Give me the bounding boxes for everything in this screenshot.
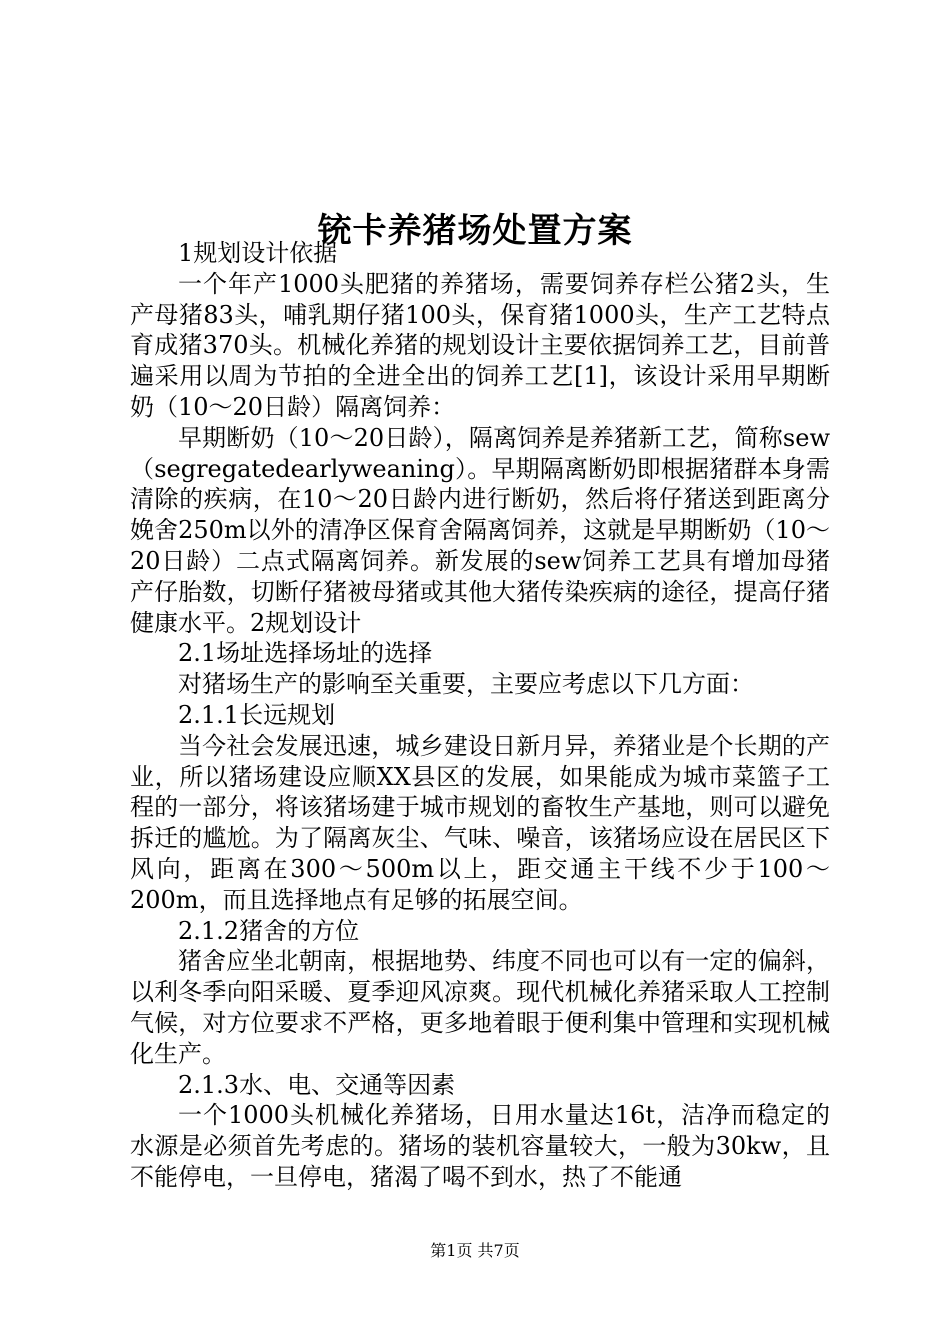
- section-heading-2-1: 2.1场址选择场址的选择: [178, 639, 433, 668]
- body-paragraph: 猪舍应坐北朝南，根据地势、纬度不同也可以有一定的偏斜，以利冬季向阳采暖、夏季迎风凉爽。现代机械化养猪采取人工控制气候，对方位要求不严格，更多地着眼于便利集中管理和实现机械化生产。: [130, 947, 830, 1068]
- section-heading-1: 1规划设计依据: [178, 239, 338, 267]
- section-heading-2-1-1: 2.1.1长远规划: [178, 700, 336, 729]
- body-paragraph: 对猪场生产的影响至关重要，主要应考虑以下几方面：: [178, 670, 754, 699]
- section-heading-2-1-3: 2.1.3水、电、交通等因素: [178, 1070, 456, 1099]
- body-paragraph: 当今社会发展迅速，城乡建设日新月异，养猪业是个长期的产业，所以猪场建设应顺XX县区的发展，如果能成为城市菜篮子工程的一部分，将该猪场建于城市规划的畜牧生产基地，则可以避免拆迁的尴尬。为了隔离灰尘、气味、噪音，该猪场应设在居民区下风向，距离在300～500m以上，距交通主干线不少于100～200m，而且选择地点有足够的拓展空间。: [130, 731, 830, 914]
- body-paragraph: 一个1000头机械化养猪场，日用水量达16t，洁净而稳定的水源是必须首先考虑的。猪场的装机容量较大，一般为30kw，且不能停电，一旦停电，猪渴了喝不到水，热了不能通: [130, 1101, 830, 1191]
- section-heading-2-1-2: 2.1.2猪舍的方位: [178, 916, 360, 945]
- body-paragraph: 一个年产1000头肥猪的养猪场，需要饲养存栏公猪2头，生产母猪83头，哺乳期仔猪100头，保育猪1000头，生产工艺特点育成猪370头。机械化养猪的规划设计主要依据饲养工艺，目前普遍采用以周为节拍的全进全出的饲养工艺[1]，该设计采用早期断奶（10～20日龄）隔离饲养：: [130, 269, 830, 421]
- body-paragraph: 早期断奶（10～20日龄），隔离饲养是养猪新工艺，简称sew（segregatedearlyweaning）。早期隔离断奶即根据猪群本身需清除的疾病，在10～20日龄内进行断奶，然后将仔猪送到距离分娩舍250m以外的清净区保育舍隔离饲养，这就是早期断奶（10～20日龄）二点式隔离饲养。新发展的sew饲养工艺具有增加母猪产仔胎数，切断仔猪被母猪或其他大猪传染疾病的途径，提高仔猪健康水平。2规划设计: [130, 423, 830, 637]
- page-footer: 第1页 共7页: [430, 1241, 520, 1260]
- document-body: [130, 238, 830, 1193]
- document-title: 铳卡养猪场处置方案: [317, 210, 633, 251]
